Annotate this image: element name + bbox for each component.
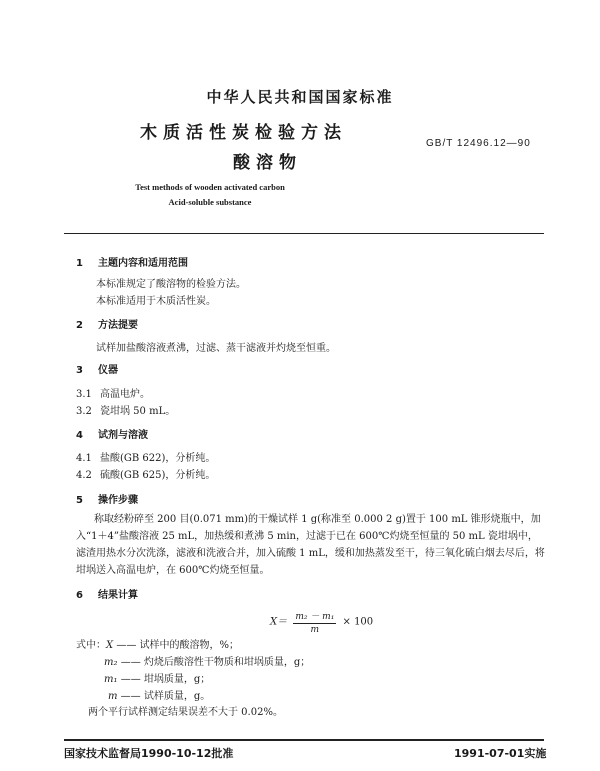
section-1-line-1: 本标准规定了酸溶物的检验方法。 bbox=[96, 279, 246, 290]
section-number: 1 bbox=[76, 258, 83, 269]
section-title: 结果计算 bbox=[98, 590, 138, 601]
clause-3-1 bbox=[76, 385, 150, 400]
clause-number: 3.1 bbox=[76, 389, 92, 400]
section-number: 5 bbox=[76, 495, 83, 506]
section-number: 3 bbox=[76, 365, 83, 376]
header-divider bbox=[64, 233, 544, 234]
formula-fraction bbox=[293, 609, 336, 635]
section-number: 4 bbox=[76, 430, 83, 441]
implementation-date: 1991-07-01实施 bbox=[454, 747, 547, 760]
section-title: 操作步骤 bbox=[98, 495, 138, 506]
def-symbol: m₁ bbox=[104, 674, 118, 685]
section-number: 2 bbox=[76, 320, 83, 331]
procedure-paragraph: 称取经粉碎至 200 目(0.071 mm)的干燥试样 1 g(称准至 0.000 2 g)置于 100 mL 锥形烧瓶中，加入“1＋4”盐酸溶液 25 mL，加热缓和煮沸 5 min，过滤于已在 600℃灼烧至恒量的 50 mL 瓷坩埚中，滤渣用热水分次洗涤，滤液和洗液合并，加入硫酸 1 mL，缓和加热蒸发至干，待三氧化硫白烟去尽后，将坩埚送入高温电炉，在 600℃灼烧至恒量。 bbox=[76, 514, 545, 576]
def-description: —— 坩埚质量，g； bbox=[120, 674, 211, 685]
clause-4-1 bbox=[76, 449, 215, 464]
section-2-line-1: 试样加盐酸溶液煮沸，过滤、蒸干滤液并灼烧至恒重。 bbox=[96, 343, 336, 354]
clause-4-2 bbox=[76, 466, 215, 481]
section-title: 方法提要 bbox=[98, 320, 138, 331]
def-description: —— 试样中的酸溶物，%； bbox=[116, 640, 239, 651]
clause-3-2 bbox=[76, 402, 175, 417]
section-title: 主题内容和适用范围 bbox=[98, 258, 188, 269]
english-subtitle: Acid-soluble substance bbox=[168, 197, 252, 207]
formula-numerator: m₂ － m₁ bbox=[293, 609, 336, 624]
definition-m1 bbox=[104, 670, 210, 685]
tolerance-note: 两个平行试样测定结果误差不大于 0.02%。 bbox=[88, 707, 283, 718]
section-4-heading bbox=[76, 426, 148, 441]
english-title: Test methods of wooden activated carbon bbox=[135, 182, 285, 192]
def-symbol: X bbox=[106, 640, 114, 651]
clause-text: 高温电炉。 bbox=[100, 389, 150, 400]
document-subtitle: 酸溶物 bbox=[233, 153, 302, 173]
document-title: 木质活性炭检验方法 bbox=[140, 123, 347, 143]
clause-number: 4.2 bbox=[76, 470, 92, 481]
section-number: 6 bbox=[76, 590, 83, 601]
formula-lhs: X＝ bbox=[270, 616, 288, 628]
result-formula bbox=[270, 609, 373, 635]
def-description: —— 试样质量，g。 bbox=[120, 691, 211, 702]
section-title: 仪器 bbox=[98, 365, 118, 376]
def-symbol: m bbox=[108, 691, 118, 702]
section-1-line-2: 本标准适用于木质活性炭。 bbox=[96, 296, 216, 307]
approval-date: 国家技术监督局1990-10-12批准 bbox=[64, 747, 234, 760]
formula-denominator: m bbox=[310, 625, 320, 635]
section-title: 试剂与溶液 bbox=[98, 430, 148, 441]
clause-text: 硫酸(GB 625)，分析纯。 bbox=[100, 470, 216, 481]
where-label: 式中： bbox=[76, 640, 106, 651]
formula-rhs: × 100 bbox=[342, 616, 374, 628]
where-intro bbox=[76, 636, 239, 651]
section-1-heading bbox=[76, 254, 188, 269]
national-standard-heading: 中华人民共和国国家标准 bbox=[206, 88, 394, 106]
clause-text: 瓷坩埚 50 mL。 bbox=[100, 406, 176, 417]
definition-m2 bbox=[104, 653, 310, 668]
section-6-heading bbox=[76, 586, 138, 601]
section-2-heading bbox=[76, 316, 138, 331]
clause-number: 3.2 bbox=[76, 406, 92, 417]
section-5-heading bbox=[76, 491, 138, 506]
clause-number: 4.1 bbox=[76, 453, 92, 464]
section-3-heading bbox=[76, 361, 118, 376]
standard-code: GB/T 12496.12—90 bbox=[426, 138, 531, 149]
def-description: —— 灼烧后酸溶性干物质和坩埚质量，g； bbox=[120, 657, 311, 668]
clause-text: 盐酸(GB 622)，分析纯。 bbox=[100, 453, 216, 464]
def-symbol: m₂ bbox=[104, 657, 118, 668]
definition-m bbox=[108, 687, 210, 702]
footer-divider bbox=[64, 739, 544, 741]
